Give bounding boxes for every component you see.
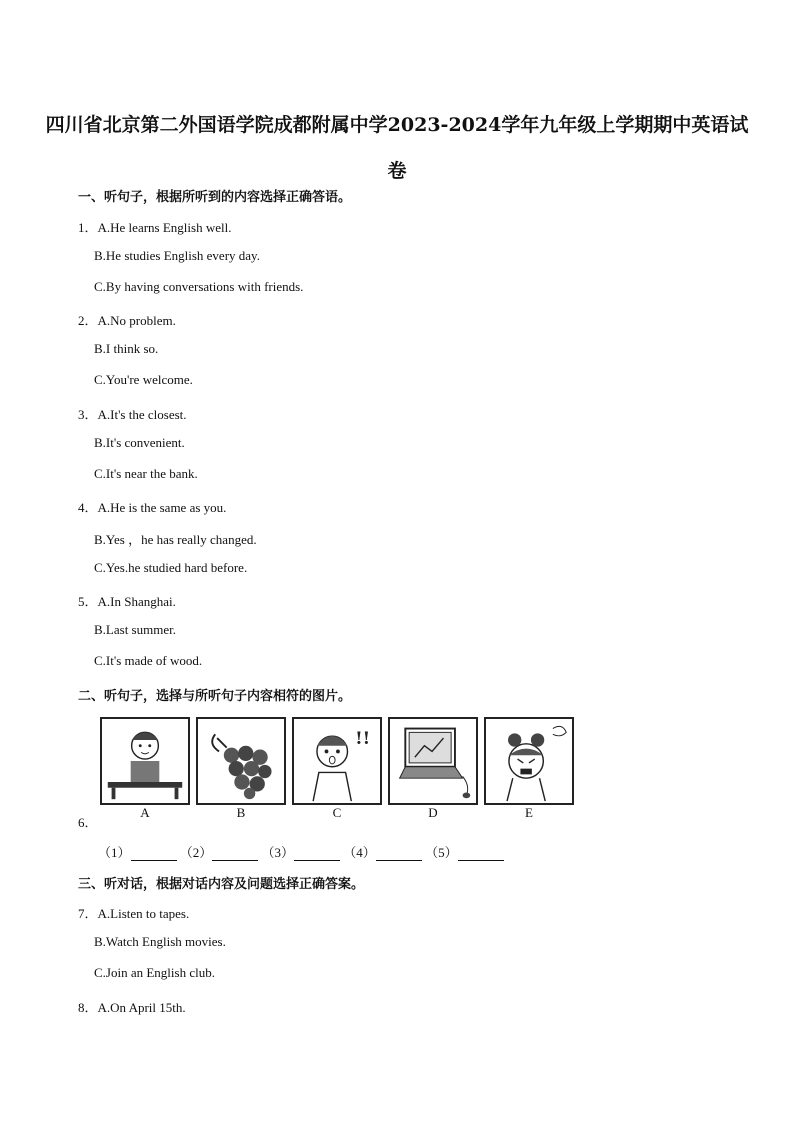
question-5: 5．A.In Shanghai. — [78, 594, 176, 609]
picture-a-boy-at-desk — [100, 717, 190, 805]
blank-3-input[interactable] — [294, 848, 340, 861]
question-6: 6． — [78, 815, 98, 830]
question-3: 3．A.It's the closest. — [78, 407, 187, 422]
question-4-option-b: B.Yes ，he has really changed. — [94, 532, 257, 547]
question-1: 1．A.He learns English well. — [78, 220, 232, 235]
picture-options — [100, 717, 580, 822]
question-3-option-b: B.It's convenient. — [94, 435, 185, 450]
blank-2-label: （2） — [179, 845, 213, 860]
blank-2-input[interactable] — [212, 848, 258, 861]
picture-label-b: B — [236, 805, 246, 820]
picture-e-angry-girl — [484, 717, 574, 805]
question-1-option-c: C.By having conversations with friends. — [94, 279, 304, 294]
question-4: 4．A.He is the same as you. — [78, 500, 227, 515]
blank-4-label: （4） — [343, 845, 376, 860]
picture-label-e: E — [525, 805, 533, 820]
question-7-option-c: C.Join an English club. — [94, 965, 215, 980]
blank-1-input[interactable] — [131, 848, 177, 861]
picture-label-c: C — [332, 805, 342, 820]
blank-1-label: （1） — [98, 845, 131, 860]
picture-label-d: D — [428, 805, 438, 820]
picture-c-surprised-person — [292, 717, 382, 805]
question-1-option-b: B.He studies English every day. — [94, 248, 260, 263]
question-7: 7．A.Listen to tapes. — [78, 906, 190, 921]
blank-4-input[interactable] — [376, 848, 422, 861]
question-5-option-c: C.It's made of wood. — [94, 653, 203, 668]
blank-5-input[interactable] — [458, 848, 504, 861]
question-7-option-b: B.Watch English movies. — [94, 934, 226, 949]
picture-b-grapes — [196, 717, 286, 805]
question-2-option-b: B.I think so. — [94, 341, 159, 356]
section-2-heading: 二、听句子，选择与所听句子内容相符的图片。 — [78, 689, 352, 704]
svg-text:!!: !! — [355, 728, 371, 749]
question-2: 2．A.No problem. — [78, 313, 176, 328]
question-5-option-b: B.Last summer. — [94, 622, 176, 637]
blank-5-label: （5） — [425, 845, 458, 860]
page-title: 四川省北京第二外国语学院成都附属中学2023-2024学年九年级上学期期中英语试卷 — [45, 114, 749, 182]
question-2-option-c: C.You're welcome. — [94, 372, 193, 387]
picture-label-a: A — [140, 805, 150, 820]
section-3-heading: 三、听对话，根据对话内容及问题选择正确答案。 — [78, 877, 365, 892]
section-1-heading: 一、听句子，根据所听到的内容选择正确答语。 — [78, 190, 352, 205]
blank-3-label: （3） — [261, 845, 295, 860]
answer-blanks-row — [98, 842, 504, 861]
picture-d-laptop — [388, 717, 478, 805]
question-4-option-c: C.Yes.he studied hard before. — [94, 560, 248, 575]
question-3-option-c: C.It's near the bank. — [94, 466, 198, 481]
question-8: 8．A.On April 15th. — [78, 1000, 186, 1015]
